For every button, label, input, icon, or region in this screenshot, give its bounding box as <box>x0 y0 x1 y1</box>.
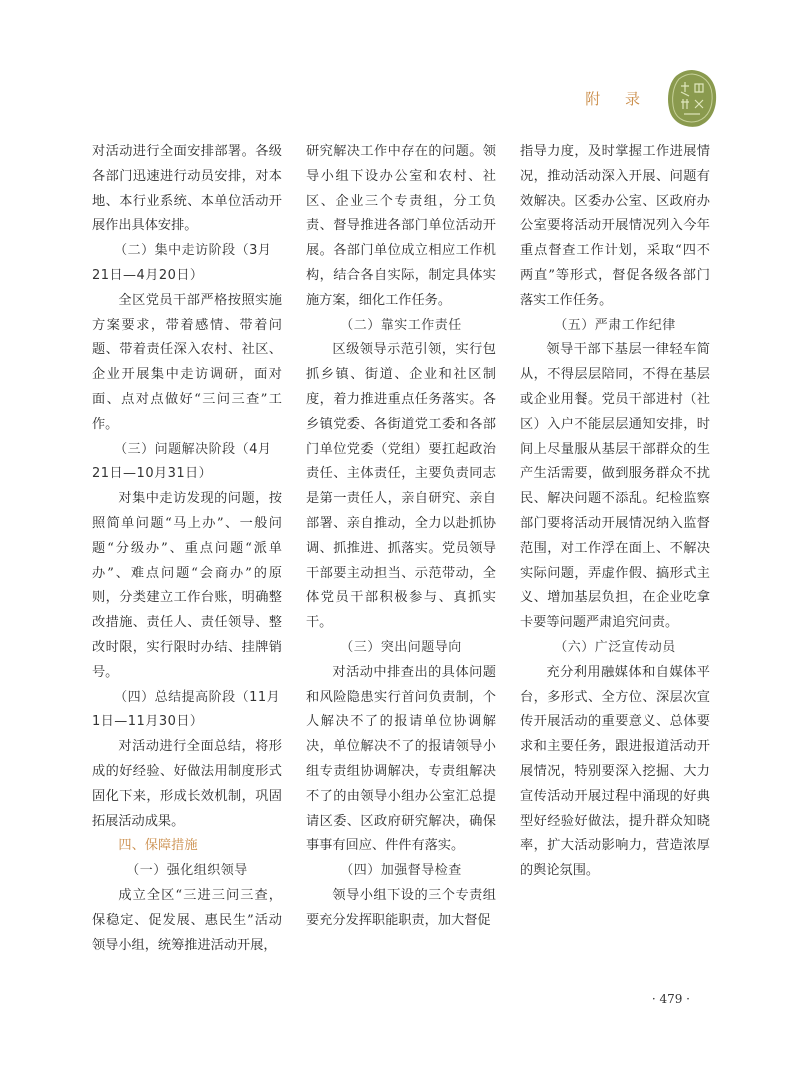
column-2 <box>306 140 496 958</box>
body-paragraph: 充分利用融媒体和自媒体平台，多形式、全方位、深层次宣传开展活动的重要意义、总体要求和主要任务，跟进报道活动开展情况，特别要深入挖掘、大力宣传活动开展过程中涌现的好典型好经验好做法，提升群众知晓率，扩大活动影响力，营造浓厚的舆论氛围。 <box>520 664 710 879</box>
column-1 <box>92 140 282 958</box>
subsection-heading: （五）严肃工作纪律 <box>554 317 676 333</box>
section-label: 附 录 <box>585 90 650 108</box>
body-paragraph: 研究解决工作中存在的问题。领导小组下设办公室和农村、社区、企业三个专责组，分工负责、督导推进各部门单位活动开展。各部门单位成立相应工作机构，结合各自实际，制定具体实施方案，细化工作任务。 <box>306 144 496 308</box>
page-header <box>0 66 800 124</box>
subsection-heading: （六）广泛宣传动员 <box>554 639 676 655</box>
body-paragraph: 对集中走访发现的问题，按照简单问题“马上办”、一般问题“分级办”、重点问题“派单办”、难点问题“会商办”的原则，分类建立工作台账，明确整改措施、责任人、责任领导、整改时限，实行限时办结、挂牌销号。 <box>92 491 282 680</box>
body-paragraph: 指导力度，及时掌握工作进展情况，推动活动深入开展、问题有效解决。区委办公室、区政府办公室要将活动开展情况列入今年重点督查工作计划，采取“四不两直”等形式，督促各级各部门落实工作任务。 <box>520 144 710 308</box>
body-paragraph: 对活动中排查出的具体问题和风险隐患实行首问负责制，个人解决不了的报请单位协调解决，单位解决不了的报请领导小组专责组协调解决，专责组解决不了的由领导小组办公室汇总提请区委、区政府研究解决，确保事事有回应、件件有落实。 <box>306 664 496 854</box>
subsection-heading: （四）总结提高阶段（11月1日—11月30日） <box>92 689 281 730</box>
section-heading: 四、保障措施 <box>118 838 198 854</box>
body-paragraph: 领导小组下设的三个专责组要充分发挥职能职责，加大督促 <box>306 887 496 928</box>
body-paragraph: 对活动进行全面安排部署。各级各部门迅速进行动员安排，对本地、本行业系统、本单位活动开展作出具体安排。 <box>92 144 282 234</box>
body-paragraph: 全区党员干部严格按照实施方案要求，带着感情、带着问题、带着责任深入农村、社区、企业开展集中走访调研，面对面、点对点做好“三问三查”工作。 <box>92 292 282 432</box>
body-paragraph: 对活动进行全面总结，将形成的好经验、好做法用制度形式固化下来，形成长效机制，巩固拓展活动成果。 <box>92 739 282 829</box>
page-number: · 479 · <box>651 992 690 1006</box>
body-paragraph: 领导干部下基层一律轻车简从，不得层层陪同，不得在基层或企业用餐。党员干部进村（社区）入户不能层层通知安排，时间上尽量服从基层干部群众的生产生活需要，做到服务群众不扰民、解决问题不添乱。纪检监察部门要将活动开展情况纳入监督范围，对工作浮在面上、不解决实际问题，弄虚作假、搞形式主义、增加基层负担，在企业吃拿卡要等问题严肃追究问责。 <box>520 342 710 631</box>
subsection-heading: （一）强化组织领导 <box>126 863 248 879</box>
subsection-heading: （二）靠实工作责任 <box>340 317 462 333</box>
body-paragraph: 成立全区“三进三问三查，保稳定、促发展、惠民生”活动领导小组，统筹推进活动开展， <box>92 887 282 953</box>
subsection-heading: （二）集中走访阶段（3月21日—4月20日） <box>92 243 272 283</box>
subsection-heading: （三）问题解决阶段（4月21日—10月31日） <box>92 441 272 482</box>
seal-stamp-icon <box>666 68 718 128</box>
subsection-heading: （四）加强督导检查 <box>340 863 462 879</box>
column-3 <box>520 140 710 958</box>
body-columns <box>92 140 710 958</box>
subsection-heading: （三）突出问题导向 <box>340 639 462 655</box>
body-paragraph: 区级领导示范引领，实行包抓乡镇、街道、企业和社区制度，着力推进重点任务落实。各乡镇党委、各街道党工委和各部门单位党委（党组）要扛起政治责任、主体责任，主要负责同志是第一责任人，亲自研究、亲自部署、亲自推动，全力以赴抓协调、抓推进、抓落实。党员领导干部要主动担当、示范带动，全体党员干部积极参与、真抓实干。 <box>306 342 496 631</box>
